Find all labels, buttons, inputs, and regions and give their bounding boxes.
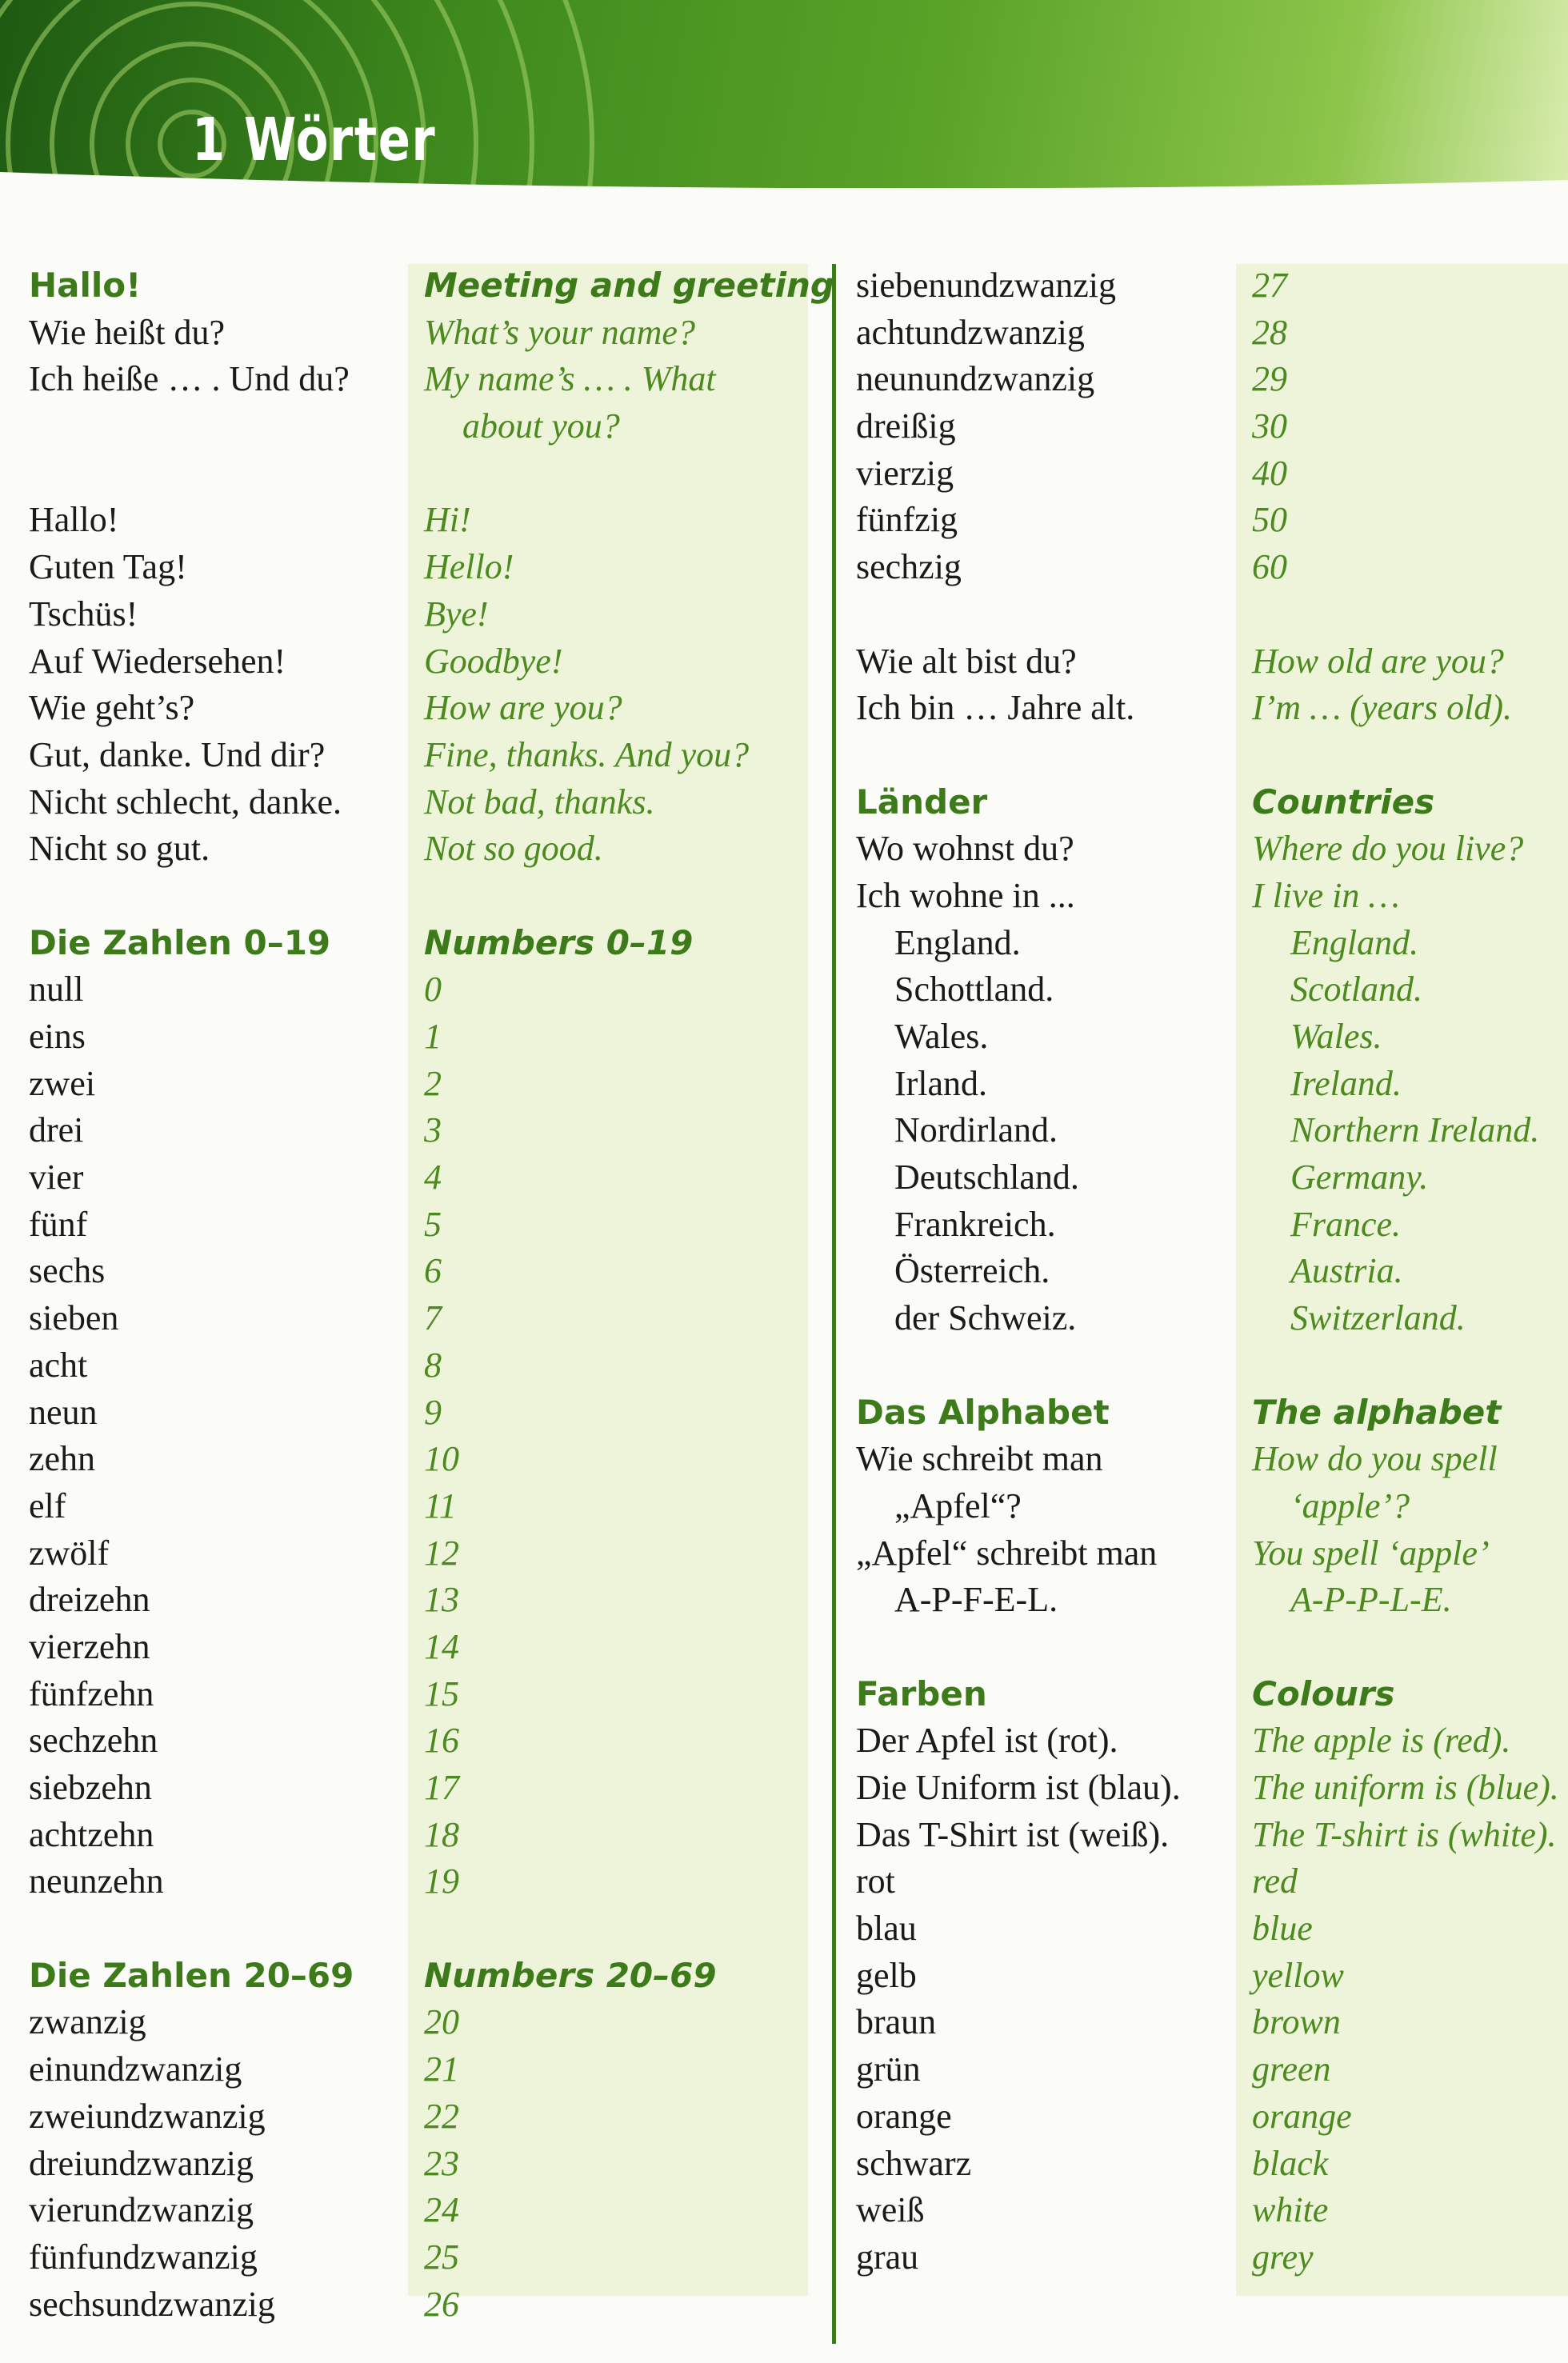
english-phrase: yellow	[1252, 1955, 1344, 1995]
english-phrase: 20	[424, 2002, 459, 2042]
english-phrase: Not bad, thanks.	[424, 782, 655, 822]
english-phrase: 1	[424, 1017, 442, 1056]
german-column-left	[29, 262, 354, 2328]
spacer	[1252, 591, 1559, 638]
german-phrase: Das T-Shirt ist (weiß).	[856, 1814, 1170, 1854]
english-phrase: white	[1252, 2190, 1329, 2230]
spacer	[856, 1624, 1181, 1671]
english-phrase: 7	[424, 1298, 442, 1338]
german-phrase: Wo wohnst du?	[856, 829, 1074, 869]
english-phrase: 19	[424, 1861, 459, 1901]
english-phrase: 2	[424, 1063, 442, 1103]
english-phrase: 14	[424, 1626, 459, 1666]
section-heading: Das Alphabet	[856, 1392, 1110, 1432]
german-phrase: A-P-F-E-L.	[894, 1580, 1058, 1620]
german-phrase: Die Uniform ist (blau).	[856, 1768, 1181, 1807]
english-phrase: ‘apple’?	[1290, 1485, 1410, 1525]
english-column-left	[424, 262, 834, 2328]
english-phrase: Scotland.	[1290, 970, 1422, 1010]
english-phrase: red	[1252, 1861, 1298, 1901]
german-phrase: neunundzwanzig	[856, 359, 1095, 399]
german-phrase: Deutschland.	[894, 1158, 1079, 1197]
german-phrase: neun	[29, 1392, 98, 1432]
english-phrase: Ireland.	[1290, 1063, 1402, 1103]
english-phrase: The uniform is (blue).	[1252, 1768, 1559, 1807]
german-phrase: vierzig	[856, 453, 954, 493]
german-phrase: Wie heißt du?	[29, 312, 226, 352]
german-phrase: siebzehn	[29, 1768, 152, 1807]
english-phrase: brown	[1252, 2002, 1341, 2042]
english-phrase: orange	[1252, 2096, 1352, 2136]
section-heading: Colours	[1252, 1673, 1395, 1713]
german-phrase: zwei	[29, 1063, 96, 1103]
german-phrase: Schottland.	[894, 970, 1054, 1010]
german-phrase: Gut, danke. Und dir?	[29, 734, 326, 774]
german-phrase: Irland.	[894, 1063, 988, 1103]
german-column-right	[856, 262, 1181, 2281]
english-phrase: 25	[424, 2237, 459, 2277]
german-phrase: „Apfel“?	[894, 1485, 1022, 1525]
english-phrase: 10	[424, 1439, 459, 1479]
german-phrase: Ich bin … Jahre alt.	[856, 688, 1135, 728]
english-phrase: France.	[1290, 1204, 1402, 1244]
german-phrase: Wales.	[894, 1017, 989, 1056]
chapter-title: 1 Wörter	[192, 106, 437, 174]
german-phrase: elf	[29, 1485, 66, 1525]
english-phrase: You spell ‘apple’	[1252, 1533, 1490, 1573]
german-phrase: sechzehn	[29, 1721, 158, 1761]
german-phrase: drei	[29, 1110, 84, 1150]
english-phrase: 12	[424, 1533, 459, 1573]
german-phrase: zwanzig	[29, 2002, 146, 2042]
spacer	[1252, 732, 1559, 779]
german-phrase: eins	[29, 1017, 86, 1056]
english-phrase: The T-shirt is (white).	[1252, 1814, 1557, 1854]
english-phrase: Northern Ireland.	[1290, 1110, 1540, 1150]
german-phrase: sechzig	[856, 547, 962, 587]
spacer	[424, 1905, 834, 1953]
german-phrase: weiß	[856, 2190, 925, 2230]
section-heading: Meeting and greeting	[424, 266, 834, 305]
english-phrase: 11	[424, 1485, 457, 1525]
english-phrase: My name’s … . What	[424, 359, 716, 399]
english-phrase: 23	[424, 2143, 459, 2183]
english-phrase: I live in …	[1252, 875, 1400, 915]
german-phrase: fünfzig	[856, 500, 958, 540]
english-phrase: Wales.	[1290, 1017, 1382, 1056]
german-phrase: zehn	[29, 1439, 96, 1479]
english-phrase: 8	[424, 1345, 442, 1385]
english-phrase: 16	[424, 1721, 459, 1761]
spacer	[856, 591, 1181, 638]
german-phrase: sechs	[29, 1251, 106, 1291]
english-phrase: 60	[1252, 547, 1287, 587]
german-phrase: vier	[29, 1158, 84, 1197]
german-phrase: der Schweiz.	[894, 1298, 1077, 1338]
english-phrase: Hello!	[424, 547, 514, 587]
english-phrase: 15	[424, 1673, 459, 1713]
german-phrase: Tschüs!	[29, 594, 138, 634]
english-phrase: How old are you?	[1252, 641, 1504, 681]
german-phrase: fünf	[29, 1204, 88, 1244]
chapter-banner	[0, 0, 1568, 188]
german-phrase: Ich wohne in ...	[856, 875, 1075, 915]
german-phrase: Wie alt bist du?	[856, 641, 1077, 681]
english-phrase: A-P-P-L-E.	[1290, 1580, 1452, 1620]
spacer	[1252, 1342, 1559, 1389]
spacer	[424, 873, 834, 920]
section-heading: Farben	[856, 1673, 987, 1713]
english-phrase: 21	[424, 2049, 459, 2089]
german-phrase: achtzehn	[29, 1814, 154, 1854]
german-phrase: null	[29, 970, 84, 1010]
english-phrase: 29	[1252, 359, 1287, 399]
german-phrase: rot	[856, 1861, 895, 1901]
german-phrase: Nicht schlecht, danke.	[29, 782, 342, 822]
english-phrase: Not so good.	[424, 829, 603, 869]
german-phrase: zweiundzwanzig	[29, 2096, 266, 2136]
german-phrase: Hallo!	[29, 500, 119, 540]
german-phrase: Österreich.	[894, 1251, 1050, 1291]
german-phrase: Auf Wiedersehen!	[29, 641, 286, 681]
section-heading: The alphabet	[1252, 1392, 1502, 1432]
german-phrase: fünfundzwanzig	[29, 2237, 258, 2277]
english-phrase: What’s your name?	[424, 312, 695, 352]
german-phrase: orange	[856, 2096, 952, 2136]
english-phrase: black	[1252, 2143, 1329, 2183]
german-phrase: Wie geht’s?	[29, 688, 195, 728]
english-phrase: Switzerland.	[1290, 1298, 1466, 1338]
english-phrase: 5	[424, 1204, 442, 1244]
german-phrase: Ich heiße … . Und du?	[29, 359, 350, 399]
english-phrase: England.	[1290, 922, 1419, 962]
german-phrase: dreiundzwanzig	[29, 2143, 254, 2183]
english-phrase: How do you spell	[1252, 1439, 1498, 1479]
english-phrase: Goodbye!	[424, 641, 563, 681]
german-phrase: schwarz	[856, 2143, 972, 2183]
german-phrase: dreizehn	[29, 1580, 150, 1620]
german-phrase: braun	[856, 2002, 937, 2042]
english-phrase: green	[1252, 2049, 1331, 2089]
german-phrase: zwölf	[29, 1533, 110, 1573]
german-phrase: grau	[856, 2237, 919, 2277]
english-phrase: 9	[424, 1392, 442, 1432]
english-phrase: Fine, thanks. And you?	[424, 734, 750, 774]
english-phrase: The apple is (red).	[1252, 1721, 1511, 1761]
spacer	[1252, 1624, 1559, 1671]
section-heading: Länder	[856, 782, 988, 822]
english-phrase: Where do you live?	[1252, 829, 1524, 869]
spacer	[29, 873, 354, 920]
english-phrase: 3	[424, 1110, 442, 1150]
spacer	[856, 732, 1181, 779]
english-phrase: Bye!	[424, 594, 489, 634]
german-phrase: Guten Tag!	[29, 547, 187, 587]
section-heading: Numbers 20–69	[424, 1955, 717, 1995]
german-phrase: Nordirland.	[894, 1110, 1058, 1150]
english-phrase: 28	[1252, 312, 1287, 352]
english-phrase: grey	[1252, 2237, 1314, 2277]
german-phrase: achtundzwanzig	[856, 312, 1085, 352]
german-phrase: Nicht so gut.	[29, 829, 210, 869]
german-phrase: siebenundzwanzig	[856, 266, 1116, 305]
german-phrase: grün	[856, 2049, 921, 2089]
german-phrase: Der Apfel ist (rot).	[856, 1721, 1118, 1761]
german-phrase: Frankreich.	[894, 1204, 1056, 1244]
spacer	[29, 403, 354, 450]
german-phrase: neunzehn	[29, 1861, 164, 1901]
english-phrase: 6	[424, 1251, 442, 1291]
german-phrase: Wie schreibt man	[856, 1439, 1103, 1479]
english-phrase: about you?	[462, 406, 620, 446]
german-phrase: einundzwanzig	[29, 2049, 242, 2089]
english-phrase: 27	[1252, 266, 1287, 305]
spacer	[29, 450, 354, 498]
section-heading: Die Zahlen 20–69	[29, 1955, 354, 1995]
english-phrase: 0	[424, 970, 442, 1010]
german-phrase: vierzehn	[29, 1626, 150, 1666]
english-phrase: 13	[424, 1580, 459, 1620]
german-phrase: England.	[894, 922, 1021, 962]
english-phrase: I’m … (years old).	[1252, 688, 1513, 728]
english-phrase: 26	[424, 2284, 459, 2324]
english-phrase: How are you?	[424, 688, 622, 728]
german-phrase: dreißig	[856, 406, 956, 446]
english-column-right	[1252, 262, 1559, 2281]
english-phrase: Austria.	[1290, 1251, 1403, 1291]
section-heading: Numbers 0–19	[424, 922, 694, 962]
english-phrase: 30	[1252, 406, 1287, 446]
german-phrase: sechsundzwanzig	[29, 2284, 275, 2324]
section-heading: Countries	[1252, 782, 1435, 822]
german-phrase: gelb	[856, 1955, 917, 1995]
english-phrase: 50	[1252, 500, 1287, 540]
spacer	[29, 1905, 354, 1953]
english-phrase: Germany.	[1290, 1158, 1429, 1197]
english-phrase: blue	[1252, 1909, 1313, 1949]
english-phrase: 17	[424, 1768, 459, 1807]
english-phrase: 24	[424, 2190, 459, 2230]
spacer	[856, 1342, 1181, 1389]
english-phrase: 4	[424, 1158, 442, 1197]
german-phrase: acht	[29, 1345, 88, 1385]
english-phrase: 22	[424, 2096, 459, 2136]
english-phrase: 40	[1252, 453, 1287, 493]
english-phrase: Hi!	[424, 500, 471, 540]
german-phrase: blau	[856, 1909, 917, 1949]
section-heading: Die Zahlen 0–19	[29, 922, 331, 962]
section-heading: Hallo!	[29, 266, 142, 305]
german-phrase: sieben	[29, 1298, 119, 1338]
spacer	[424, 450, 834, 498]
german-phrase: vierundzwanzig	[29, 2190, 254, 2230]
german-phrase: fünfzehn	[29, 1673, 154, 1713]
german-phrase: „Apfel“ schreibt man	[856, 1533, 1158, 1573]
english-phrase: 18	[424, 1814, 459, 1854]
